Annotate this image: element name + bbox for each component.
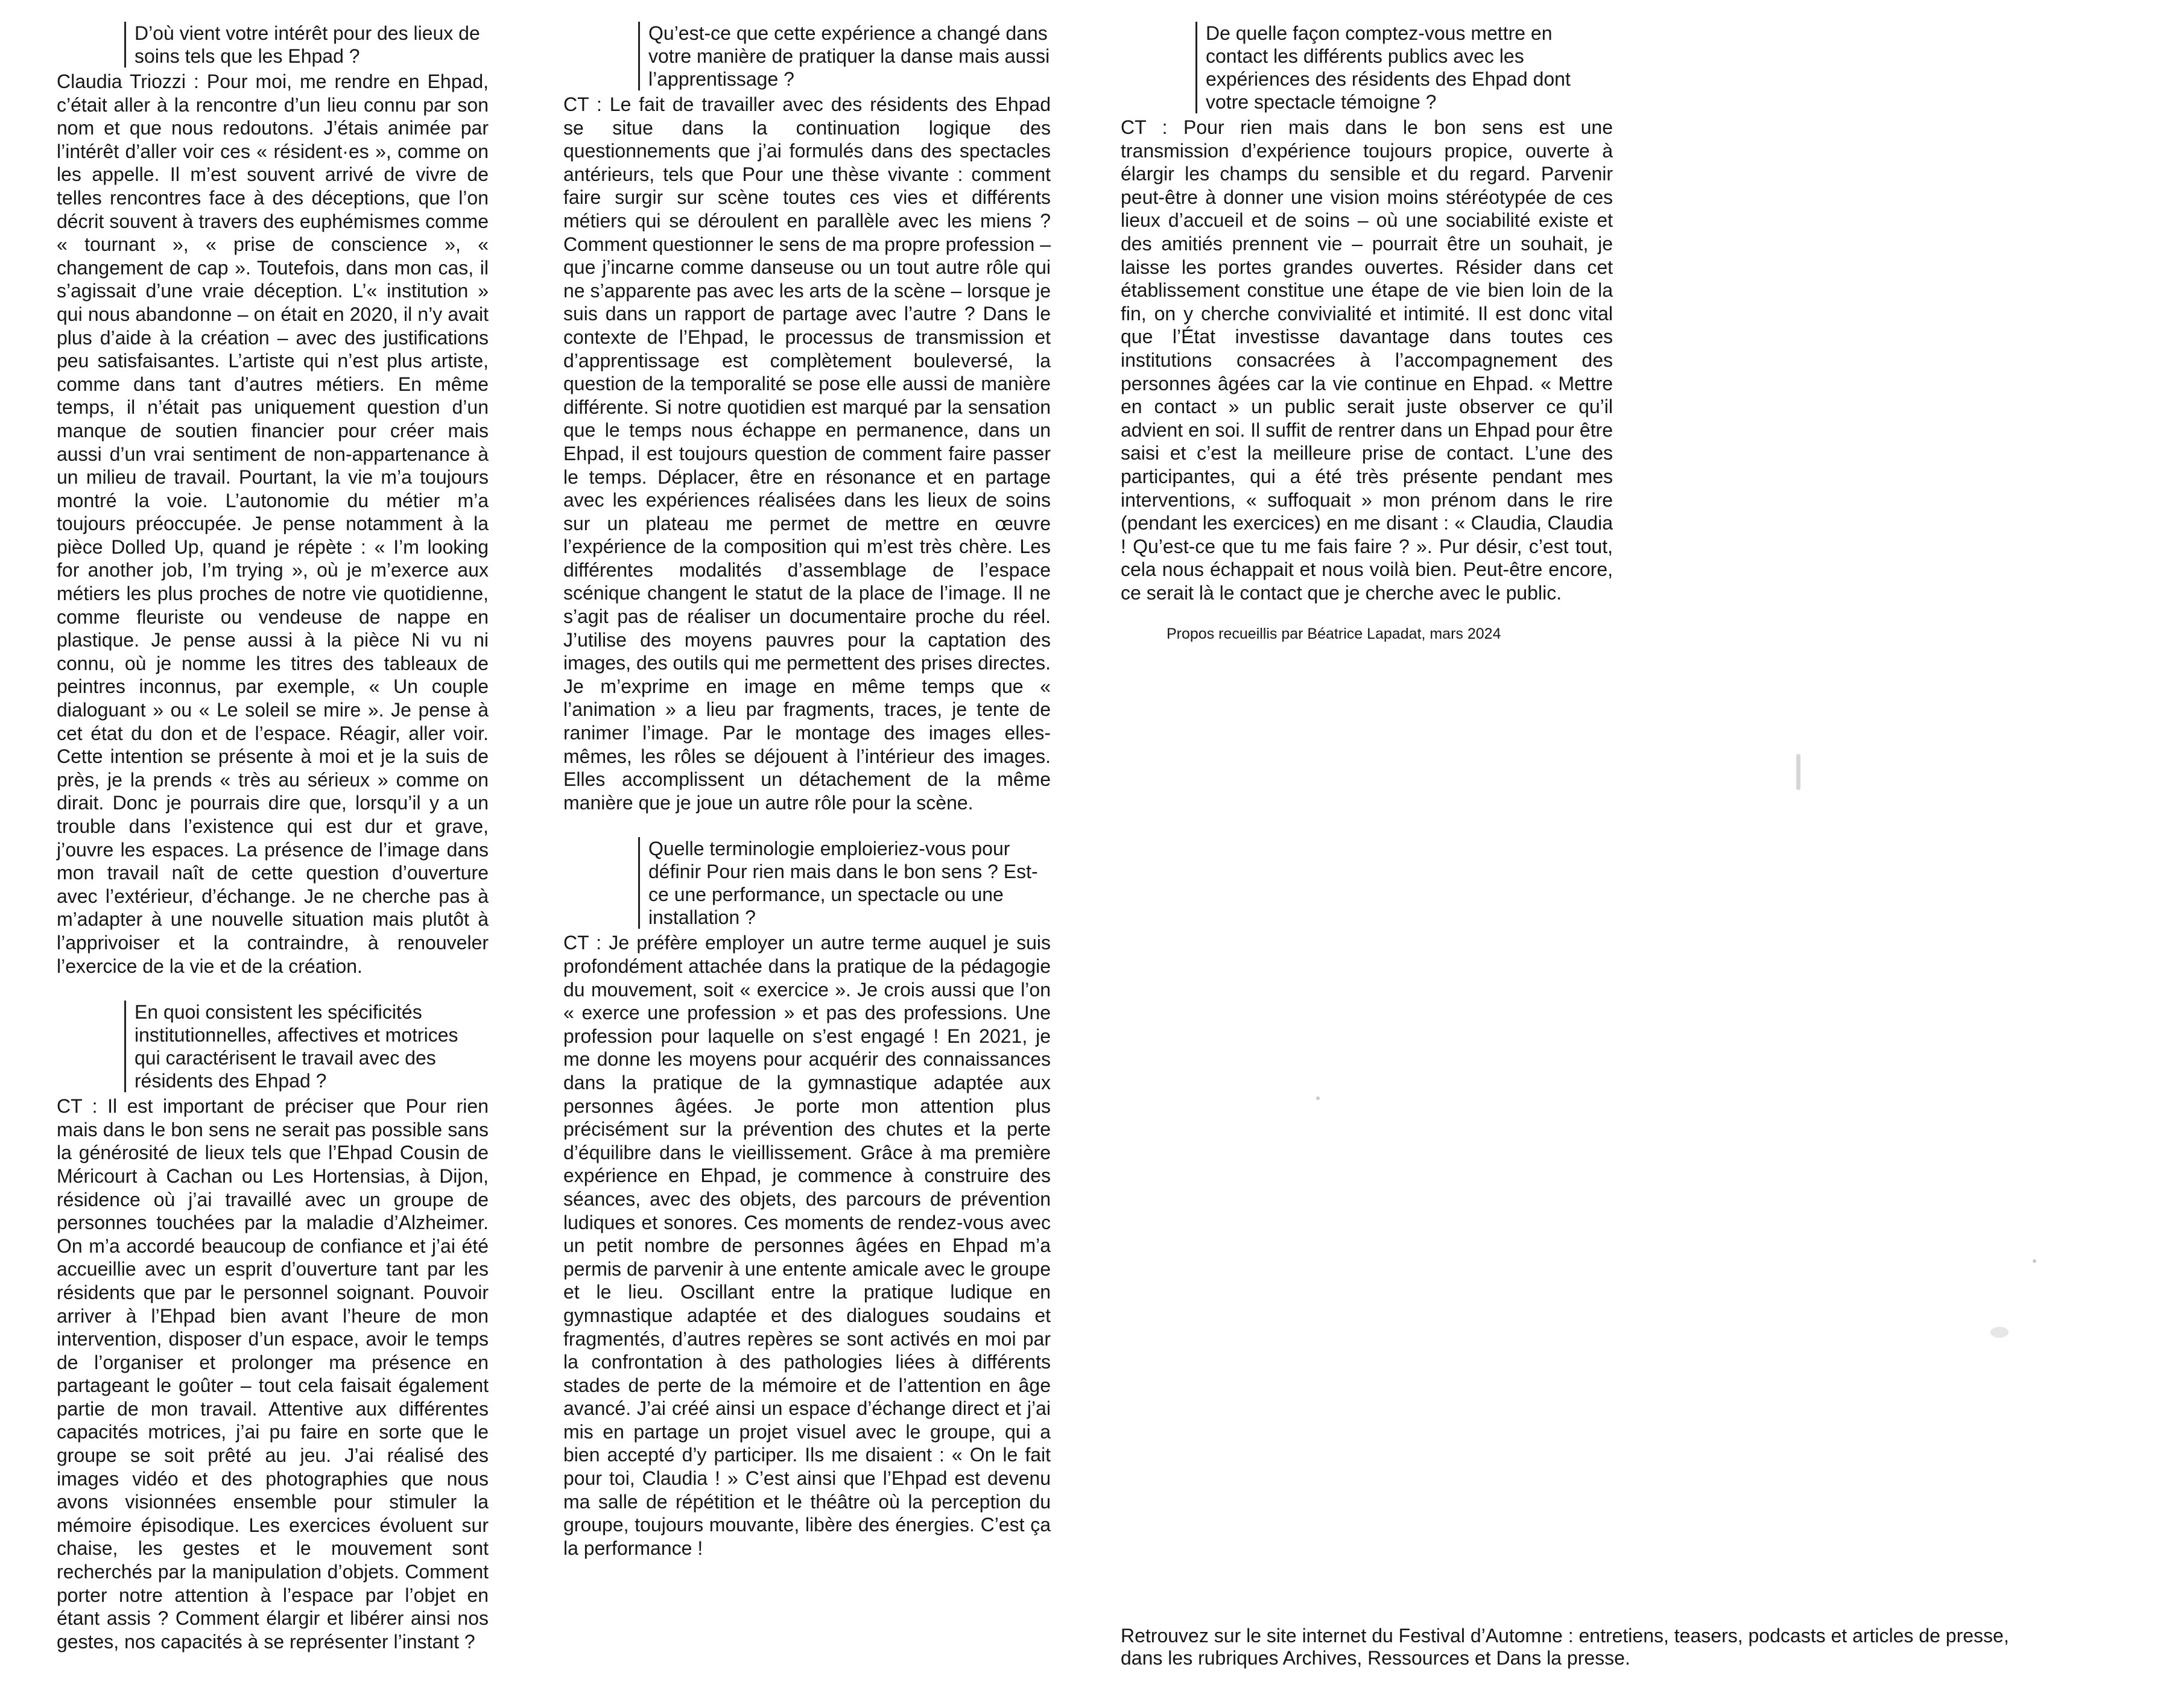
column-1 (57, 22, 489, 1653)
spacer (563, 814, 1051, 837)
question-terminology: Quelle terminologie emploieriez-vous pour définir Pour rien mais dans le bon sens ? Est-ce une performance, un spectacle ou une installation ? (638, 837, 1051, 929)
column-3 (1121, 22, 1613, 643)
spacer (57, 978, 489, 1001)
column-2 (563, 22, 1051, 1560)
scan-mark (1796, 754, 1800, 790)
scan-mark (1990, 1327, 2009, 1338)
answer-terminology: CT : Je préfère employer un autre terme auquel je suis profondément attachée dans la pratique de la pédagogie du mouvement, soit « exercice ». Je crois aussi que l’on « exerce une profession » et pas des professions. Une profession pour laquelle on s’est engagé ! En 2021, je me donne les moyens pour acquérir des connaissances dans la pratique de la gymnastique adaptée aux personnes âgées. Je porte mon attention plus précisément sur la prévention des chutes et la perte d’équilibre dans le vieillissement. Grâce à ma première expérience en Ehpad, je commence à construire des séances, avec des objets, des parcours de prévention ludiques et sonores. Ces moments de rendez-vous avec un petit nombre de personnes âgées en Ehpad m’a permis de parvenir à une entente amicale avec le groupe et le lieu. Oscillant entre la pratique ludique en gymnastique adaptée et des dialogues soudains et fragmentés, d’autres repères se sont activés en moi par la confrontation à des pathologies liées à différents stades de perte de la mémoire et de l’attention en âge avancé. J’ai créé ainsi un espace d’échange direct et j’ai mis en partage un projet visuel avec le groupe, qui a bien accepté d’y participer. Ils me disaient : « On le fait pour toi, Claudia ! » C’est ainsi que l’Ehpad est devenu ma salle de répétition et le théâtre où la perception du groupe, toujours mouvante, libère des énergies. C’est ça la performance ! (563, 932, 1051, 1559)
footer-note (1121, 1625, 2134, 1669)
question-change: Qu’est-ce que cette expérience a changé dans votre manière de pratiquer la danse mais aussi l’apprentissage ? (638, 22, 1051, 90)
question-specificities: En quoi consistent les spécificités institutionnelles, affectives et motrices qui caractérisent le travail avec des résidents des Ehpad ? (124, 1001, 489, 1092)
interview-credit: Propos recueillis par Béatrice Lapadat, mars 2024 (1167, 625, 1501, 643)
question-origin: D’où vient votre intérêt pour des lieux de soins tels que les Ehpad ? (124, 22, 489, 68)
footer-line-1: Retrouvez sur le site internet du Festival d’Automne : entretiens, teasers, podcasts et articles de presse, (1121, 1625, 2009, 1646)
answer-change: CT : Le fait de travailler avec des résidents des Ehpad se situe dans la continuation logique des questionnements que j’ai formulés dans des spectacles antérieurs, tels que Pour une thèse vivante : comment faire surgir sur scène toutes ces vies et différents métiers qui se déroulent en parallèle avec les miens ? Comment questionner le sens de ma propre profession – que j’incarne comme danseuse ou un tout autre rôle qui ne s’apparente pas avec les arts de la scène – lorsque je suis dans un rapport de partage avec l’autre ? Dans le contexte de l’Ehpad, le processus de transmission et d’apprentissage est complètement bouleversé, la question de la temporalité se pose elle aussi de manière différente. Si notre quotidien est marqué par la sensation que le temps nous échappe en permanence, dans un Ehpad, il est toujours question de comment faire passer le temps. Déplacer, être en résonance et en partage avec les expériences réalisées dans les lieux de soins sur un plateau me permet de mettre en œuvre l’expérience de la composition qui m’est très chère. Les différentes modalités d’assemblage de l’espace scénique changent le statut de la place de l’image. Il ne s’agit pas de réaliser un documentaire proche du réel. J’utilise des moyens pauvres pour la captation des images, des outils qui me permettent des prises directes. Je m’exprime en image en même temps que « l’animation » a lieu par fragments, traces, je tente de ranimer l’image. Par le montage des images elles-mêmes, les rôles se déjouent à l’intérieur des images. Elles accomplissent un détachement de la même manière que je joue un autre rôle pour la scène. (563, 93, 1051, 814)
answer-contact: CT : Pour rien mais dans le bon sens est une transmission d’expérience toujours propice, ouverte à élargir les champs du sensible et du regard. Parvenir peut-être à donner une vision moins stéréotypée de ces lieux d’accueil et de soins – où une sociabilité existe et des amitiés prennent vie – pourrait être un souhait, je laisse les portes grandes ouvertes. Résider dans cet établissement constitue une étape de vie bien loin de la fin, on y cherche convivialité et intimité. Il est donc vital que l’État investisse davantage dans toutes ces institutions consacrées à l’accompagnement des personnes âgées car la vie continue en Ehpad. « Mettre en contact » un public serait juste observer ce qu’il advient en soi. Il suffit de rentrer dans un Ehpad pour être saisi et c’est la meilleure prise de contact. L’une des participantes, qui a été très présente pendant mes interventions, « suffoquait » mon prénom dans le rire (pendant les exercices) en me disant : « Claudia, Claudia ! Qu’est-ce que tu me fais faire ? ». Pur désir, c’est tout, cela nous échappait et nous voilà bien. Peut-être encore, ce serait là le contact que je cherche avec le public. (1121, 116, 1613, 604)
scan-mark (1316, 1096, 1320, 1100)
question-contact: De quelle façon comptez-vous mettre en contact les différents publics avec les expériences des résidents des Ehpad dont votre spectacle témoigne ? (1195, 22, 1613, 113)
footer-line-2: dans les rubriques Archives, Ressources et Dans la presse. (1121, 1647, 1630, 1669)
answer-specificities: CT : Il est important de préciser que Pour rien mais dans le bon sens ne serait pas possible sans la générosité de lieux tels que l’Ehpad Cousin de Méricourt à Cachan ou Les Hortensias, à Dijon, résidence où j’ai travaillé avec un groupe de personnes touchées par la maladie d’Alzheimer. On m’a accordé beaucoup de confiance et j’ai été accueillie avec un esprit d’ouverture tant par les résidents que par le personnel soignant. Pouvoir arriver à l’Ehpad bien avant l’heure de mon intervention, disposer d’un espace, avoir le temps de l’organiser et prolonger ma présence en partageant le goûter – tout cela faisait également partie de mon travail. Attentive aux différentes capacités motrices, j’ai pu faire en sorte que le groupe se soit prêté au jeu. J’ai réalisé des images vidéo et des photographies que nous avons visionnées ensemble pour stimuler la mémoire épisodique. Les exercices évoluent sur chaise, les gestes et le mouvement sont recherchés par la manipulation d’objets. Comment porter notre attention à l’espace par l’objet en étant assis ? Comment élargir et libérer ainsi nos gestes, nos capacités à se représenter l’instant ? (57, 1095, 489, 1653)
answer-origin: Claudia Triozzi : Pour moi, me rendre en Ehpad, c’était aller à la rencontre d’un lieu connu par son nom et que nous redoutons. J’étais animée par l’intérêt d’aller voir ces « résident·es », comme on les appelle. Il m’est souvent arrivé de vivre de telles rencontres face à des déceptions, que l’on décrit souvent à travers des euphémismes comme « tournant », « prise de conscience », « changement de cap ». Toutefois, dans mon cas, il s’agissait d’une vraie déception. L’« institution » qui nous abandonne – on était en 2020, il n’y avait plus d’aide à la création – avec des justifications peu satisfaisantes. L’artiste qui n’est plus artiste, comme dans tant d’autres métiers. En même temps, il n’était pas uniquement question d’un manque de soutien financier pour créer mais aussi d’un vrai sentiment de non-appartenance à un milieu de travail. Pourtant, la vie m’a toujours montré la voie. L’autonomie du métier m’a toujours préoccupée. Je pense notamment à la pièce Dolled Up, quand je répète : « I’m looking for another job, I’m trying », où je m’exerce aux métiers les plus proches de notre vie quotidienne, comme fleuriste ou vendeuse de nappe en plastique. Je pense aussi à la pièce Ni vu ni connu, où je nomme les titres des tableaux de peintres inconnus, par exemple, « Un couple dialoguant » ou « Le soleil se mire ». Je pense à cet état du don et de l’espace. Réagir, aller voir. Cette intention se présente à moi et je la suis de près, je la prends « très au sérieux » comme on dirait. Donc je pourrais dire que, lorsqu’il y a un trouble dans l’existence qui est dur et grave, j’ouvre les espaces. La présence de l’image dans mon travail naît de cette question d’ouverture avec l’extérieur, d’échange. Je ne cherche pas à m’adapter à une nouvelle situation mais plutôt à l’apprivoiser et la contraindre, à renouveler l’exercice de la vie et de la création. (57, 71, 489, 977)
scan-mark (2033, 1259, 2036, 1263)
